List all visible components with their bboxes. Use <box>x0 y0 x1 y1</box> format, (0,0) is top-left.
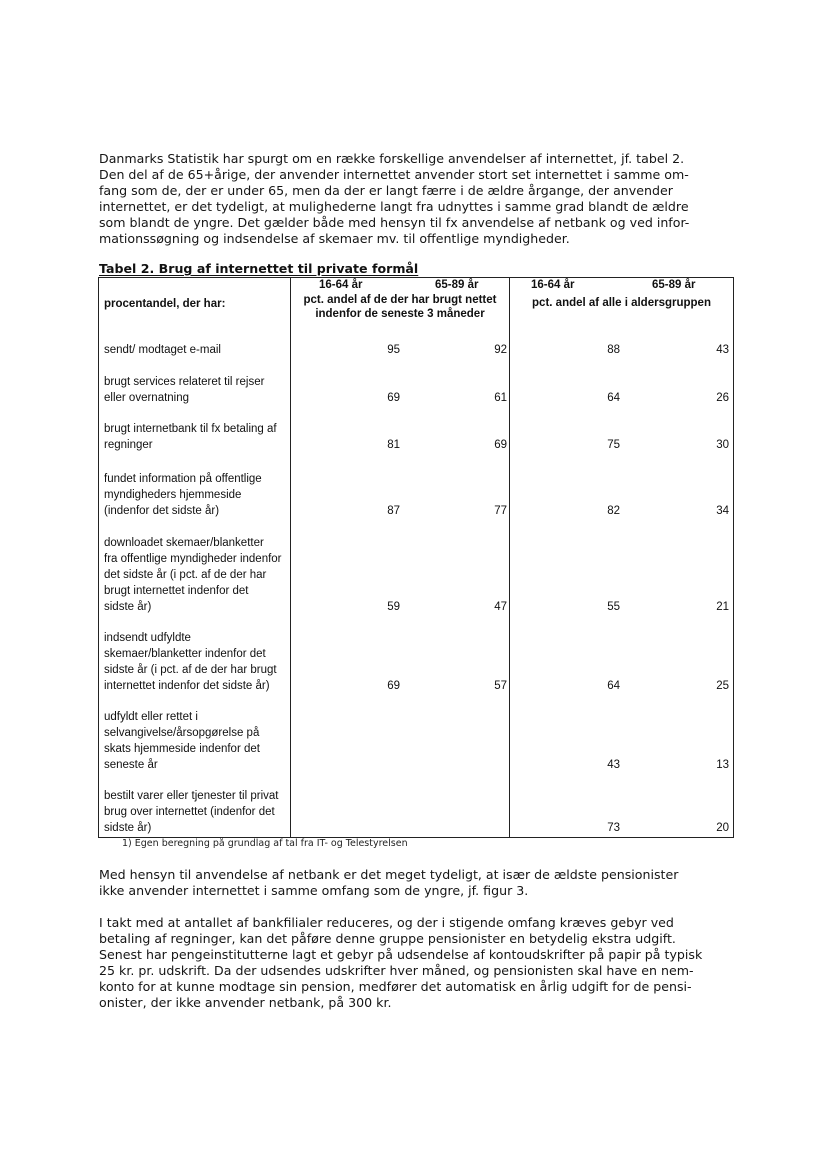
cell-value: 92 <box>494 344 507 356</box>
row-label <box>104 630 290 694</box>
row-label-line: bestilt varer eller tjenester til privat <box>104 790 279 802</box>
cell-value: 25 <box>716 680 729 692</box>
group1-description: pct. andel af de der har brugt nettet indenfor de seneste 3 måneder <box>303 294 497 320</box>
paragraph-line: Med hensyn til anvendelse af netbank er det meget tydeligt, at især de ældste pensionister <box>99 867 679 882</box>
table-row <box>99 374 733 406</box>
cell-value: 57 <box>494 680 507 692</box>
paragraph-line: betaling af regninger, kan det påføre denne gruppe pensionister en betydelig ekstra udgift. <box>99 931 676 946</box>
paragraph-line: ikke anvender internettet i samme omfang som de yngre, jf. figur 3. <box>99 883 529 898</box>
row-label <box>104 421 290 453</box>
cell-value: 69 <box>387 680 400 692</box>
row-label-line: udfyldt eller rettet i <box>104 711 198 723</box>
cell-value: 69 <box>494 439 507 451</box>
table-row <box>99 535 733 615</box>
group2-age-16-64-header: 16-64 år <box>531 279 575 291</box>
row-label <box>104 471 290 519</box>
cell-value: 64 <box>607 392 620 404</box>
footnote: 1) Egen beregning på grundlag af tal fra IT- og Telestyrelsen <box>122 838 408 849</box>
table-row <box>99 788 733 836</box>
table-row <box>99 709 733 773</box>
table-row <box>99 421 733 453</box>
row-label <box>104 709 290 773</box>
usage-table <box>98 277 734 838</box>
intro-line: mationssøgning og indsendelse af skemaer mv. til offentlige myndigheder. <box>99 231 570 246</box>
cell-value: 43 <box>716 344 729 356</box>
cell-value: 77 <box>494 505 507 517</box>
row-label-line: fundet information på offentlige <box>104 473 262 485</box>
row-label-line: selvangivelse/årsopgørelse på <box>104 727 260 739</box>
cell-value: 95 <box>387 344 400 356</box>
cell-value: 59 <box>387 601 400 613</box>
cell-value: 13 <box>716 759 729 771</box>
row-label-line: seneste år <box>104 759 158 771</box>
row-label-line: skemaer/blanketter indenfor det <box>104 648 266 660</box>
cell-value: 30 <box>716 439 729 451</box>
table-row <box>99 630 733 694</box>
table-row <box>99 342 733 358</box>
cell-value: 88 <box>607 344 620 356</box>
intro-line: Den del af de 65+årige, der anvender internettet anvender stort set internettet i samme om- <box>99 167 689 182</box>
group1-age-16-64-header: 16-64 år <box>319 279 363 291</box>
row-label-line: sidste år (i pct. af de der har brugt <box>104 664 277 676</box>
row-label <box>104 342 290 358</box>
cell-value: 75 <box>607 439 620 451</box>
row-label <box>104 374 290 406</box>
row-label-line: brug over internettet (indenfor det <box>104 806 275 818</box>
intro-line: fang som de, der er under 65, men da der er langt færre i de ældre årgange, der anvender <box>99 183 673 198</box>
row-label-line: sendt/ modtaget e-mail <box>104 344 221 356</box>
paragraph-line: 25 kr. pr. udskrift. Da der udsendes udskrifter hver måned, og pensionisten skal have en nem- <box>99 963 694 978</box>
row-label-line: eller overnatning <box>104 392 190 404</box>
cell-value: 82 <box>607 505 620 517</box>
cell-value: 73 <box>607 822 620 834</box>
paragraph-line: Senest har pengeinstitutterne lagt et gebyr på udsendelse af kontoudskrifter på papir på typisk <box>99 947 703 962</box>
intro-line: som blandt de yngre. Det gælder både med hensyn til fx anvendelse af netbank og ved infor- <box>99 215 690 230</box>
row-label-line: myndigheders hjemmeside <box>104 489 242 501</box>
group1-age-65-89-header: 65-89 år <box>435 279 479 291</box>
group2-age-65-89-header: 65-89 år <box>652 279 696 291</box>
table-title: Tabel 2. Brug af internettet til private formål <box>99 261 419 276</box>
row-label-line: brugt internetbank til fx betaling af <box>104 423 277 435</box>
cell-value: 87 <box>387 505 400 517</box>
row-label-line: internettet indenfor det sidste år) <box>104 680 270 692</box>
table-row <box>99 471 733 519</box>
cell-value: 69 <box>387 392 400 404</box>
cell-value: 55 <box>607 601 620 613</box>
row-label <box>104 535 290 615</box>
row-label-line: brugt services relateret til rejser <box>104 376 265 388</box>
paragraph-line: I takt med at antallet af bankfilialer reduceres, og der i stigende omfang kræves gebyr ved <box>99 915 674 930</box>
row-label-line: regninger <box>104 439 153 451</box>
row-label-line: downloadet skemaer/blanketter <box>104 537 264 549</box>
row-label-line: sidste år) <box>104 601 152 613</box>
row-label-line: (indenfor det sidste år) <box>104 505 220 517</box>
row-label-line: brugt internettet indenfor det <box>104 585 249 597</box>
row-label <box>104 788 290 836</box>
row-label-line: det sidste år (i pct. af de der har <box>104 569 267 581</box>
cell-value: 61 <box>494 392 507 404</box>
cell-value: 20 <box>716 822 729 834</box>
cell-value: 43 <box>607 759 620 771</box>
cell-value: 34 <box>716 505 729 517</box>
cell-value: 47 <box>494 601 507 613</box>
cell-value: 64 <box>607 680 620 692</box>
intro-paragraph <box>99 151 729 247</box>
row-label-line: fra offentlige myndigheder indenfor <box>104 553 282 565</box>
cell-value: 81 <box>387 439 400 451</box>
row-label-line: sidste år) <box>104 822 152 834</box>
fees-paragraph <box>99 915 729 1011</box>
cell-value: 26 <box>716 392 729 404</box>
row-label-line: skats hjemmeside indenfor det <box>104 743 260 755</box>
netbank-paragraph <box>99 867 729 899</box>
row-label-line: indsendt udfyldte <box>104 632 191 644</box>
cell-value: 21 <box>716 601 729 613</box>
row-header-label: procentandel, der har: <box>104 298 226 310</box>
intro-line: internettet, er det tydeligt, at mulighederne langt fra udnyttes i samme grad blandt de ældre <box>99 199 689 214</box>
paragraph-line: onister, der ikke anvender netbank, på 300 kr. <box>99 995 392 1010</box>
intro-line: Danmarks Statistik har spurgt om en række forskellige anvendelser af internettet, jf. tabel 2. <box>99 151 685 166</box>
paragraph-line: konto for at kunne modtage sin pension, medfører det automatisk en årlig udgift for de pensi- <box>99 979 692 994</box>
group2-description: pct. andel af alle i aldersgruppen <box>532 297 711 309</box>
